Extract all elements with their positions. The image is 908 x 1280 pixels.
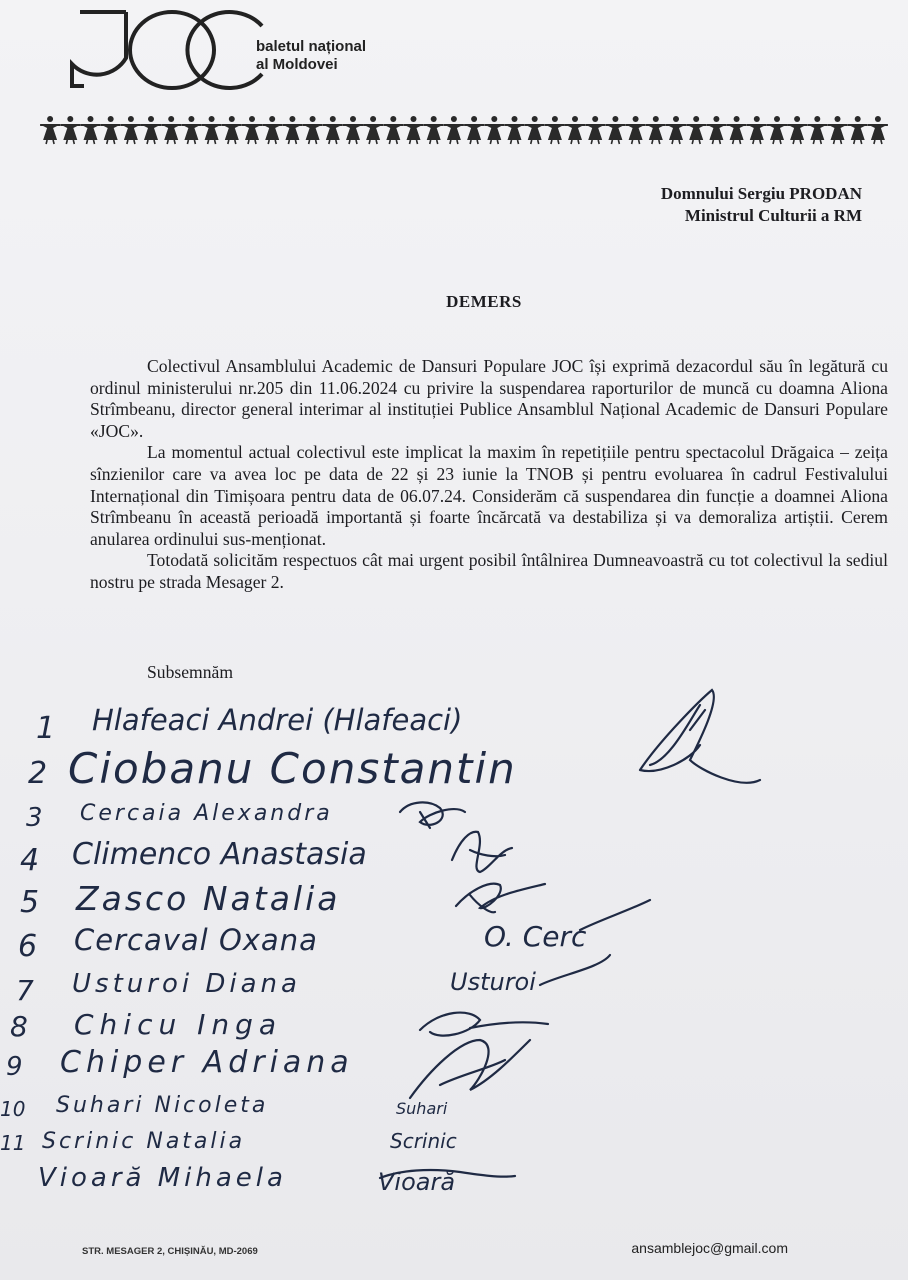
- dancer-figure-icon: [646, 116, 666, 144]
- addressee-title: Ministrul Culturii a RM: [684, 206, 862, 225]
- signatory-name: Cercaia Alexandra: [80, 801, 333, 826]
- signature-scribble: [456, 884, 545, 913]
- dancer-figure-icon: [323, 116, 343, 144]
- dancer-figure-icon: [40, 116, 60, 144]
- dancer-figure-icon: [484, 116, 504, 144]
- signature-scribble: [580, 900, 650, 930]
- signatories-heading: Subsemnăm: [147, 662, 234, 682]
- signature-scribble: [400, 802, 465, 828]
- dancer-figure-icon: [727, 116, 747, 144]
- dancer-figure-icon: [706, 116, 726, 144]
- signatory-name: Chiper Adriana: [60, 1045, 354, 1080]
- dancer-figure-icon: [404, 116, 424, 144]
- dancer-figure-icon: [626, 116, 646, 144]
- dancer-figure-icon: [807, 116, 827, 144]
- paragraph-1: Colectivul Ansamblului Academic de Dansuri Populare JOC își exprimă dezacordul său în legătură cu ordinul ministerului nr.205 din 11.06.2024 cu privire la suspendarea raporturilor de muncă cu doamna Aliona Strîmbeanu, director general interimar al instituției Publice Ansamblul Național Academic de Dansuri Populare «JOC».: [90, 356, 888, 441]
- dancer-figure-icon: [686, 116, 706, 144]
- dancer-figure-icon: [181, 116, 201, 144]
- dancer-figure-icon: [868, 116, 888, 144]
- dancer-figure-icon: [545, 116, 565, 144]
- dancer-figure-icon: [585, 116, 605, 144]
- dancer-figure-icon: [303, 116, 323, 144]
- paragraph-3: Totodată solicităm respectuos cât mai urgent posibil întâlnirea Dumneavoastră cu tot colectivul la sediul nostru pe strada Mesager 2.: [90, 550, 888, 592]
- signatory-name: Suhari Nicoleta: [56, 1093, 269, 1118]
- signatory-number: 2: [28, 756, 48, 791]
- footer-address: STR. MESAGER 2, CHIȘINĂU, MD-2069: [82, 1246, 258, 1257]
- dancer-figure-icon: [262, 116, 282, 144]
- dancer-figure-icon: [767, 116, 787, 144]
- addressee-name: Domnului Sergiu PRODAN: [660, 184, 862, 203]
- signatory-name: Hlafeaci Andrei (Hlafeaci): [92, 703, 463, 737]
- signature-mark: Vioară: [378, 1168, 456, 1196]
- dancer-figure-icon: [747, 116, 767, 144]
- signatory-number: 6: [18, 929, 38, 964]
- dancer-figure-icon: [202, 116, 222, 144]
- signatory-name: Cercaval Oxana: [74, 923, 318, 957]
- signature-scribble: [540, 955, 610, 985]
- dancer-figure-icon: [282, 116, 302, 144]
- dancer-figure-icon: [101, 116, 121, 144]
- signatory-number: 1: [36, 711, 56, 746]
- document-title: DEMERS: [446, 292, 522, 311]
- footer-email: ansamblejoc@gmail.com: [631, 1240, 788, 1256]
- dancer-figure-icon: [787, 116, 807, 144]
- signatory-name: Ciobanu Constantin: [68, 744, 517, 793]
- signature-scribble: [640, 690, 760, 783]
- signatory-name: Usturoi Diana: [72, 969, 301, 999]
- dancer-figure-icon: [464, 116, 484, 144]
- signatory-number: 9: [6, 1052, 23, 1082]
- signatory-name: Chicu Inga: [74, 1008, 283, 1041]
- org-name: [256, 38, 366, 74]
- dancer-figure-icon: [424, 116, 444, 144]
- signature-mark: O. Cerc: [484, 920, 587, 953]
- dancer-figure-icon: [848, 116, 868, 144]
- dancer-figure-icon: [121, 116, 141, 144]
- signature-mark: Usturoi: [450, 968, 536, 996]
- signature-scribble: [452, 832, 512, 872]
- signatory-number: 10: [0, 1097, 26, 1121]
- signatory-name: Scrinic Natalia: [42, 1129, 246, 1154]
- paragraph-2: La momentul actual colectivul este implicat la maxim în repetițiile pentru spectacolul Drăgaica – zeița sînzienilor care va avea loc pe data de 22 și 23 iunie la TNOB și pentru evoluarea în cadrul Festivalului Internațional din Timișoara pentru data de 06.07.24. Considerăm că suspendarea din funcție a doamnei Aliona Strîmbeanu în această perioadă importantă și foarte încărcată va destabiliza și va demoraliza artiștii. Cerem anularea ordinului sus-menționat.: [90, 442, 888, 549]
- org-name-line2: al Moldovei: [256, 56, 338, 73]
- dancer-figure-icon: [666, 116, 686, 144]
- letter-body: [90, 356, 888, 594]
- signature-mark: Suhari: [396, 1099, 448, 1118]
- addressee-block: [661, 183, 862, 227]
- dancer-figure-icon: [242, 116, 262, 144]
- org-name-line1: baletul național: [256, 38, 367, 55]
- signatures-area: [0, 680, 908, 1210]
- signatory-number: 7: [16, 974, 34, 1007]
- signatory-number: 3: [26, 803, 43, 833]
- signatory-name: Climenco Anastasia: [72, 837, 367, 872]
- dancer-figure-icon: [383, 116, 403, 144]
- dancer-figure-icon: [444, 116, 464, 144]
- dancer-figure-icon: [363, 116, 383, 144]
- dancer-figure-icon: [828, 116, 848, 144]
- signature-scribble: [420, 1013, 548, 1036]
- dancer-figure-icon: [222, 116, 242, 144]
- signatory-number: 11: [0, 1131, 26, 1155]
- joc-logo: [70, 6, 270, 92]
- signature-scribble: [410, 1040, 530, 1098]
- dancer-figure-icon: [525, 116, 545, 144]
- dancer-figure-icon: [565, 116, 585, 144]
- signatory-number: 4: [20, 843, 40, 878]
- dancer-figure-icon: [141, 116, 161, 144]
- dancer-figure-icon: [605, 116, 625, 144]
- dancer-figure-icon: [60, 116, 80, 144]
- signature-mark: Scrinic: [390, 1129, 457, 1153]
- signatory-number: 5: [20, 885, 40, 920]
- signatory-number: 8: [10, 1010, 28, 1043]
- folk-dancers-row-icon: [40, 113, 888, 145]
- signatory-name: Zasco Natalia: [76, 879, 341, 918]
- dancer-figure-icon: [161, 116, 181, 144]
- dancer-figure-icon: [81, 116, 101, 144]
- dancer-figure-icon: [343, 116, 363, 144]
- signatory-name: Vioară Mihaela: [38, 1163, 287, 1193]
- dancer-figure-icon: [505, 116, 525, 144]
